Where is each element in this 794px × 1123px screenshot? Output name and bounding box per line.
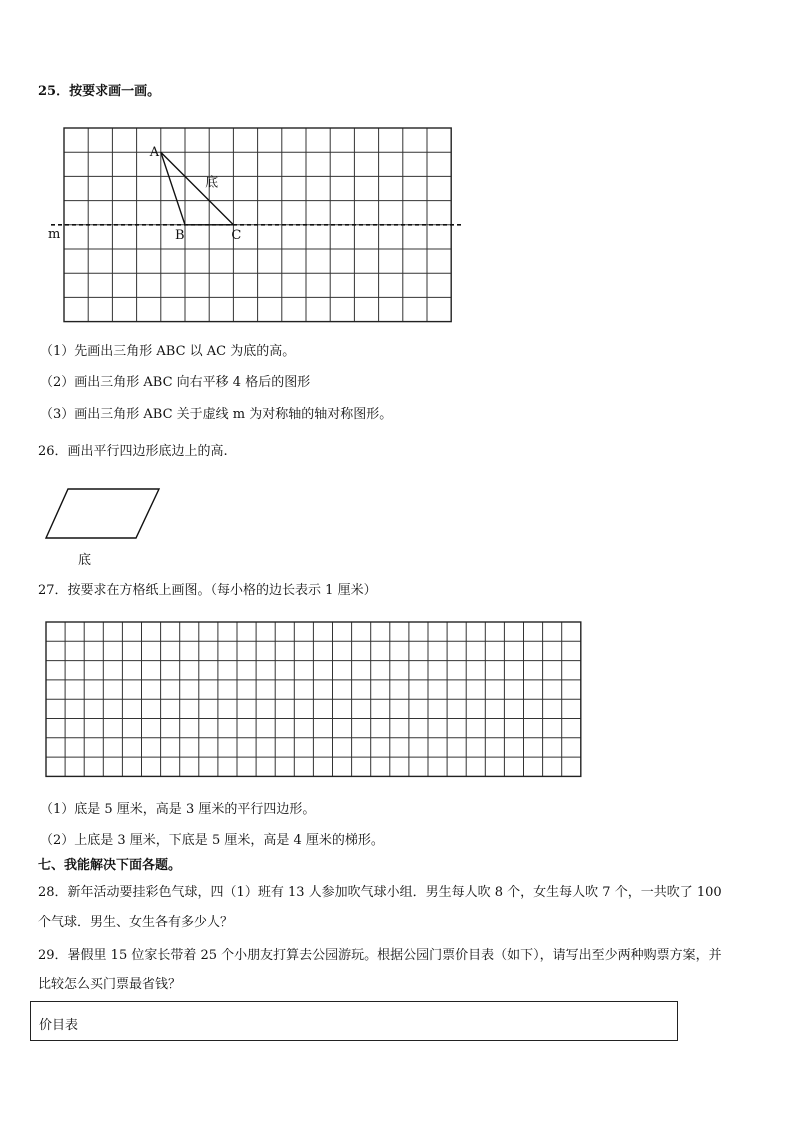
q25-title: 25．按要求画一画。 [38, 84, 161, 99]
q26-base-label: 底 [78, 553, 92, 568]
price-table-title: 价目表 [39, 1018, 79, 1033]
parallelogram-shape [46, 489, 159, 538]
triangle-abc [161, 152, 234, 225]
price-table-box [30, 1001, 678, 1041]
q25-item-2: （2）画出三角形 ABC 向右平移 4 格后的图形 [40, 375, 311, 390]
q25-grid-figure [48, 122, 468, 332]
label-a: A [149, 145, 160, 161]
q27-item-1: （1）底是 5 厘米，高是 3 厘米的平行四边形。 [40, 802, 316, 817]
q29-line-1: 29．暑假里 15 位家长带着 25 个小朋友打算去公园游玩。根据公园门票价目表（如下），请写出至少两种购票方案，并 [38, 948, 722, 963]
q25-item-3: （3）画出三角形 ABC 关于虚线 m 为对称轴的轴对称图形。 [40, 407, 393, 422]
label-c: C [231, 227, 242, 243]
q28-line-2: 个气球．男生、女生各有多少人？ [38, 915, 234, 930]
label-b: B [175, 227, 185, 243]
q27-item-2: （2）上底是 3 厘米，下底是 5 厘米，高是 4 厘米的梯形。 [40, 833, 384, 848]
q25-item-1: （1）先画出三角形 ABC 以 AC 为底的高。 [40, 344, 296, 359]
q29-line-2: 比较怎么买门票最省钱？ [38, 977, 182, 992]
label-base-ac: 底 [205, 175, 219, 191]
q27-title: 27．按要求在方格纸上画图。（每小格的边长表示 1 厘米） [38, 583, 377, 598]
q26-parallelogram-figure [44, 484, 184, 574]
q27-grid-paper [45, 621, 585, 781]
q26-title: 26．画出平行四边形底边上的高. [38, 444, 228, 459]
section7-title: 七、我能解决下面各题。 [38, 858, 182, 873]
q28-line-1: 28．新年活动要挂彩色气球，四（1）班有 13 人参加吹气球小组．男生每人吹 8 个，女生每人吹 7 个，一共吹了 100 [38, 885, 722, 900]
label-m: m [48, 226, 61, 242]
